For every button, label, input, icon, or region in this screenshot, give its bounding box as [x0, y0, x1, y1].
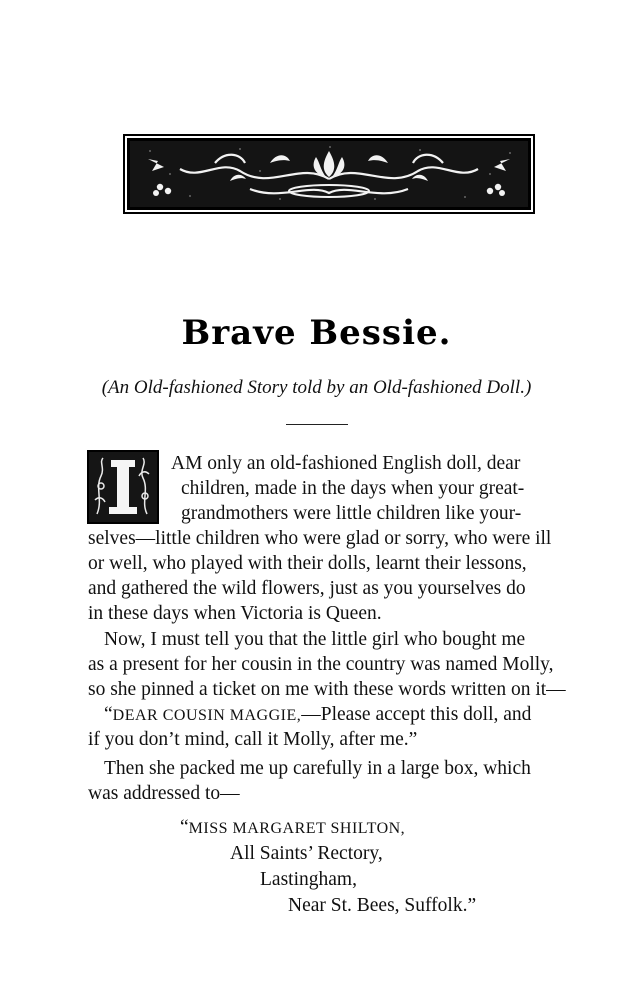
- text-line: and gathered the wild flowers, just as you yourselves do: [88, 578, 526, 599]
- ornamental-headpiece: [127, 138, 531, 210]
- open-quote: “: [180, 817, 189, 838]
- story-title: Brave Bessie.: [181, 313, 452, 353]
- text-line: AM only an old-fashioned English doll, dear: [171, 453, 521, 474]
- text-line: as a present for her cousin in the country was named Molly,: [88, 654, 554, 675]
- address-line: All Saints’ Rectory,: [230, 843, 383, 864]
- decorated-initial-icon: [89, 452, 157, 522]
- story-subtitle: (An Old-fashioned Story told by an Old-fashioned Doll.): [101, 377, 532, 398]
- addressee-name: MISS MARGARET SHILTON,: [188, 820, 406, 837]
- floral-ornament-icon: [130, 141, 528, 207]
- salutation: DEAR COUSIN MAGGIE,: [112, 707, 302, 724]
- text-line: if you don’t mind, call it Molly, after me.”: [88, 729, 418, 750]
- text-line: grandmothers were little children like your-: [181, 503, 522, 524]
- text-line: Now, I must tell you that the little girl who bought me: [104, 629, 526, 650]
- text-line: was addressed to—: [88, 783, 240, 804]
- address-line: Lastingham,: [260, 869, 357, 890]
- address-line: [180, 816, 405, 841]
- text-line: so she pinned a ticket on me with these words written on it—: [88, 679, 566, 700]
- title-divider: [286, 424, 348, 425]
- address-line: Near St. Bees, Suffolk.”: [288, 895, 477, 916]
- letter-line: [104, 703, 531, 728]
- text-line: children, made in the days when your great-: [181, 478, 525, 499]
- decorated-initial-I: [87, 450, 159, 524]
- text-line: in these days when Victoria is Queen.: [88, 603, 382, 624]
- text-line: or well, who played with their dolls, learnt their lessons,: [88, 553, 527, 574]
- open-quote: “: [104, 704, 113, 725]
- letter-body: —Please accept this doll, and: [301, 704, 532, 725]
- text-line: Then she packed me up carefully in a large box, which: [104, 758, 531, 779]
- text-line: selves—little children who were glad or sorry, who were ill: [88, 528, 552, 549]
